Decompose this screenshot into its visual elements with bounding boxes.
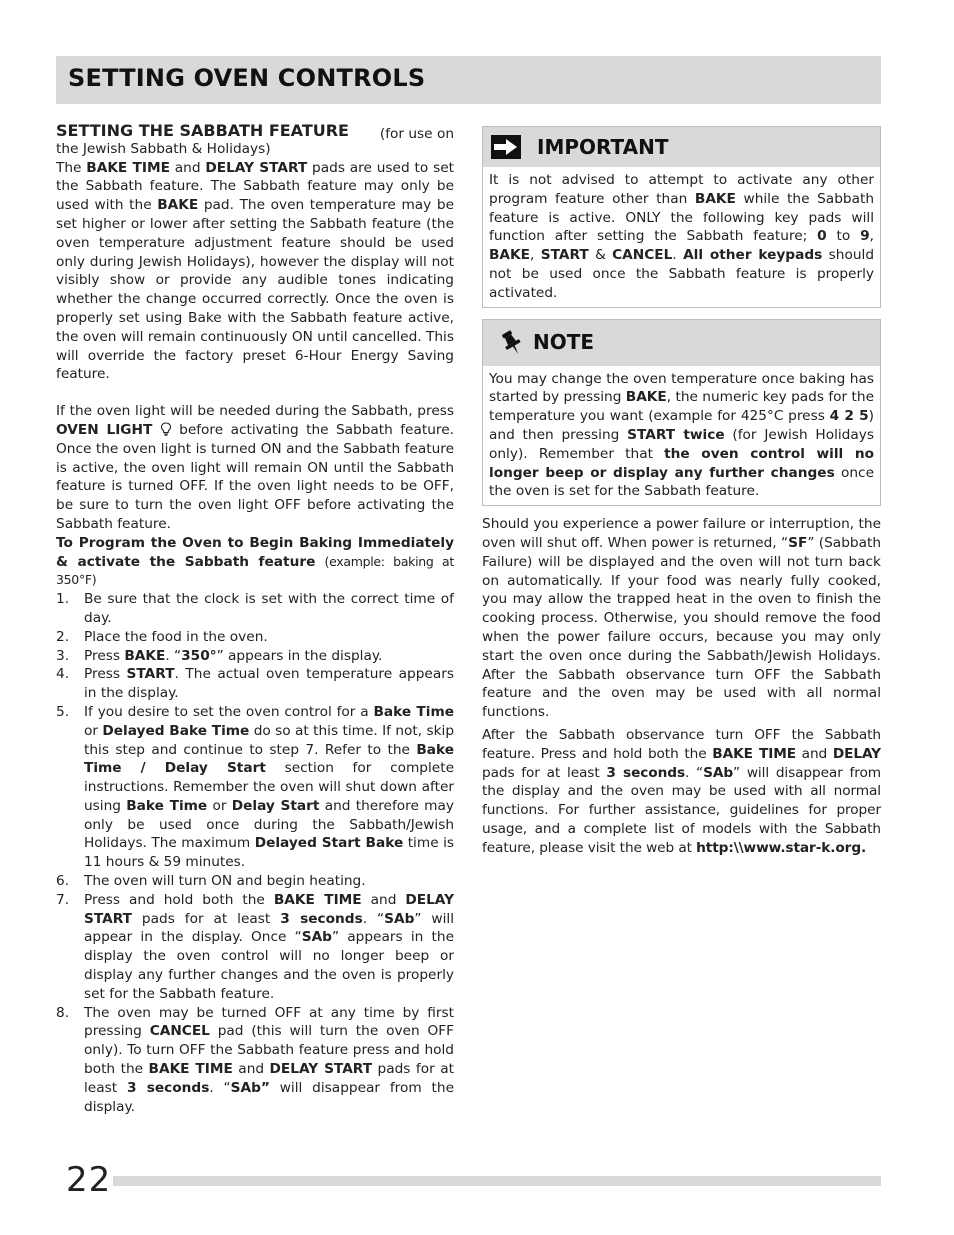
note-box xyxy=(482,319,881,507)
power-failure-paragraph: Should you experience a power failure or interruption, the oven will shut off. When power is returned, “SF” (Sabbath Failure) will be displayed and the oven will not turn back on automatically. If your food was nearly fully cooked, you may allow the trapped heat in the oven to finish the cooking process. Otherwise, you should remove the food when the power failure occurs, because you may only start the oven once during the Sabbath/Jewish Holidays. After the Sabbath observance turn OFF the Sabbath feature and the oven may be used with all normal functions. xyxy=(482,516,881,721)
program-heading: To Program the Oven to Begin Baking Immediately & activate the Sabbath feature (example: baking at 350°F) xyxy=(56,534,454,588)
oven-light-paragraph: If the oven light will be needed during the Sabbath, press OVEN LIGHT before activating the Sabbath feature. Once the oven light is turned ON and the Sabbath feature is active, the oven light will remain ON until the Sabbath feature is turned OFF. If the oven light needs to be OFF, be sure to turn the oven light OFF before activating the Sabbath feature. xyxy=(56,403,454,532)
list-item: 6. The oven will turn ON and begin heating. xyxy=(56,873,366,890)
intro-paragraph: The BAKE TIME and DELAY START pads are used to set the Sabbath feature. The Sabbath feature may only be used with the BAKE pad. The oven temperature may be set higher or lower after setting the Sabbath feature (the oven temperature adjustment feature should be used only during Jewish Holidays), however the display will not visibly show or provide any audible tones indicating whether the change occurred correctly. Once the oven is properly set using Bake with the Sabbath feature active, the oven will remain continuously ON until cancelled. This will override the factory preset 6-Hour Energy Saving feature. xyxy=(56,159,454,383)
page-title: SETTING OVEN CONTROLS xyxy=(68,64,426,92)
star-k-link: http:\\www.star-k.org. xyxy=(696,839,867,856)
list-item: 8. The oven may be turned OFF at any time by first pressing CANCEL pad (this will turn the oven OFF only). To turn OFF the Sabbath feature press and hold both the BAKE TIME and DELAY START pads for at least 3 seconds. “SAb” will disappear from the display. xyxy=(56,1004,454,1115)
list-item: 2. Place the food in the oven. xyxy=(56,628,268,645)
left-column xyxy=(56,122,454,1116)
header-bar xyxy=(56,56,881,104)
page-number: 22 xyxy=(66,1160,112,1200)
list-item: 7. Press and hold both the BAKE TIME and DELAY START pads for at least 3 seconds. “SAb” will appear in the display. Once “SAb” appears in the display the oven control will no longer beep or display any further changes and the oven is properly set for the Sabbath feature. xyxy=(56,891,455,1002)
footer-rule xyxy=(100,1176,881,1186)
section-heading-sub: the Jewish Sabbath & Holidays) xyxy=(56,140,271,157)
list-item: 3. Press BAKE. “350°” appears in the display. xyxy=(56,647,383,664)
note-label: NOTE xyxy=(533,330,595,355)
important-header xyxy=(483,127,880,167)
sabbath-feature-title: SETTING THE SABBATH FEATURE xyxy=(56,121,349,140)
section-heading: SETTING THE SABBATH FEATURE (for use on xyxy=(56,121,454,142)
important-text: It is not advised to attempt to activate any other program feature other than BAKE while the Sabbath feature is active. ONLY the following key pads will function after setting the Sabbath feature; 0 to 9, BAKE, START & CANCEL. All other keypads should not be used once the Sabbath feature is properly activated. xyxy=(489,172,875,301)
right-column xyxy=(482,126,881,858)
important-label: IMPORTANT xyxy=(537,134,669,159)
list-item: 1. Be sure that the clock is set with the correct time of day. xyxy=(56,591,454,626)
list-item: 4. Press START. The actual oven temperature appears in the display. xyxy=(56,666,454,702)
after-sabbath-paragraph: After the Sabbath observance turn OFF the Sabbath feature. Press and hold both the BAKE TIME and DELAY pads for at least 3 seconds. “SAb” will disappear from the display and the oven may be used with all normal functions. For further assistance, guidelines for proper usage, and a complete list of models with the Sabbath feature, please visit the web at http:\\www.star-k.org. xyxy=(482,726,882,856)
note-text: You may change the oven temperature once baking has started by pressing BAKE, the numeric key pads for the temperature you want (example for 425°C press 4 2 5) and then pressing START twice (for Jewish Holidays only). Remember that the oven control will no longer beep or display any further changes once the oven is set for the Sabbath feature. xyxy=(489,370,875,500)
pushpin-icon xyxy=(497,328,527,358)
list-item: 5. If you desire to set the oven control for a Bake Time or Delayed Bake Time do so at this time. If not, skip this step and continue to step 7. Refer to the Bake Time / Delay Start section for complete instructions. Remember the oven will shut down after using Bake Time or Delay Start and therefore may only be used once during the Sabbath/Jewish Holidays. The maximum Delayed Start Bake time is 11 hours & 59 minutes. xyxy=(56,703,455,871)
lightbulb-icon xyxy=(160,422,172,436)
note-header xyxy=(483,320,880,366)
arrow-right-icon xyxy=(491,135,521,159)
program-steps xyxy=(56,590,454,1116)
important-box xyxy=(482,126,881,308)
